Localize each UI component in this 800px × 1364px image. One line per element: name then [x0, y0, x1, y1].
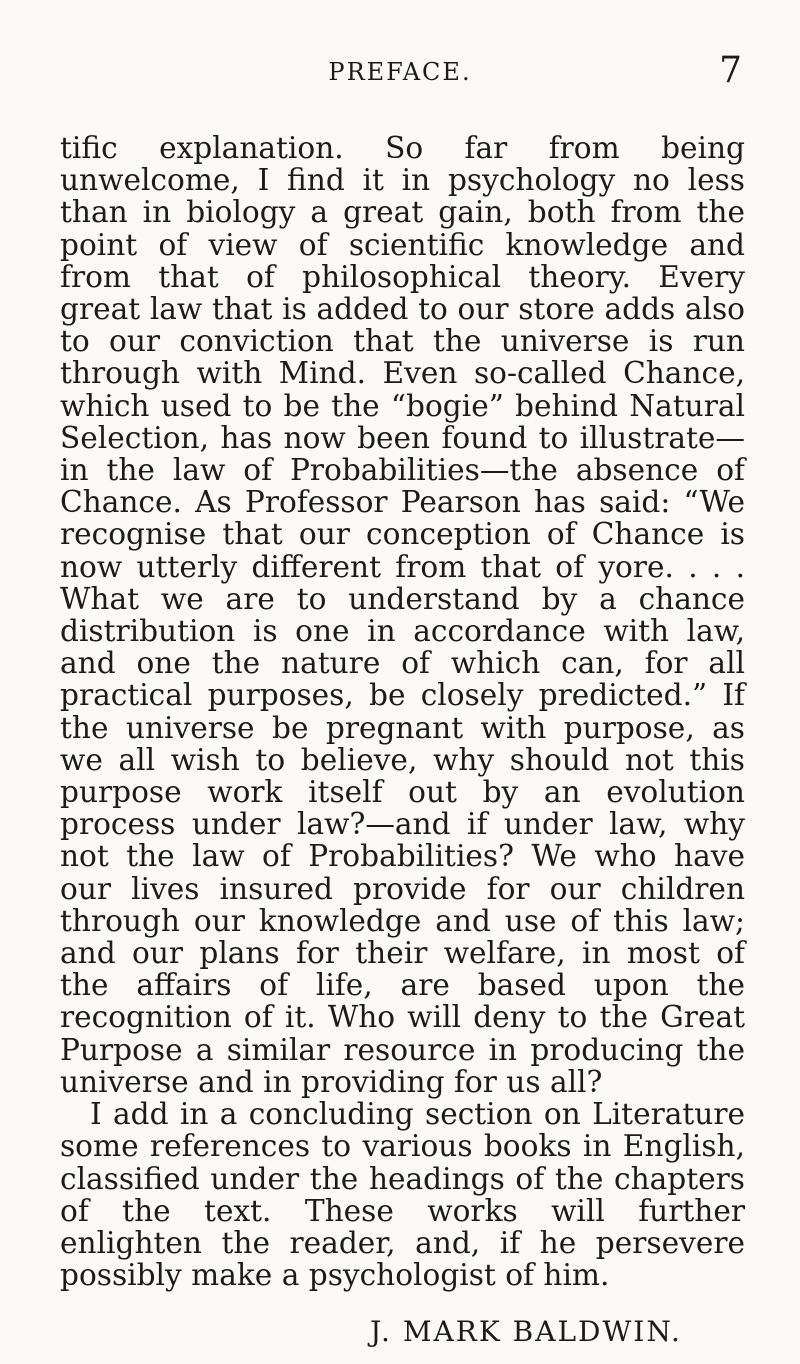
- page-header: [0, 50, 800, 96]
- paragraph: tific explanation. So far from being unwelcome, I find it in psychology no less than in biology a great gain, both from the point of view of scientific knowledge and from that of philosophical theory. Every great law that is added to our store adds also to our conviction that the universe is run through with Mind. Even so-called Chance, which used to be the “bogie” behind Natural Selection, has now been found to illustrate—in the law of Probabilities—the absence of Chance. As Professor Pearson has said: “We recognise that our conception of Chance is now utterly different from that of yore. . . . What we are to understand by a chance distribution is one in accordance with law, and one the nature of which can, for all practical purposes, be closely predicted.” If the universe be pregnant with purpose, as we all wish to believe, why should not this purpose work itself out by an evolution process under law?—and if under law, why not the law of Probabilities? We who have our lives insured provide for our children through our knowledge and use of this law; and our plans for their welfare, in most of the affairs of life, are based upon the recognition of it. Who will deny to the Great Purpose a similar resource in producing the universe and in providing for us all?: [60, 131, 745, 1099]
- paragraph: I add in a concluding section on Literature some references to various books in English, classified under the headings of the chapters of the text. These works will further enlighten the reader, and, if he persevere possibly make a psychologist of him.: [60, 1097, 745, 1293]
- author-signature: J. MARK BALDWIN.: [370, 1315, 682, 1348]
- body-text: [60, 132, 745, 1291]
- running-head: PREFACE.: [328, 58, 472, 86]
- page-number: 7: [719, 50, 742, 91]
